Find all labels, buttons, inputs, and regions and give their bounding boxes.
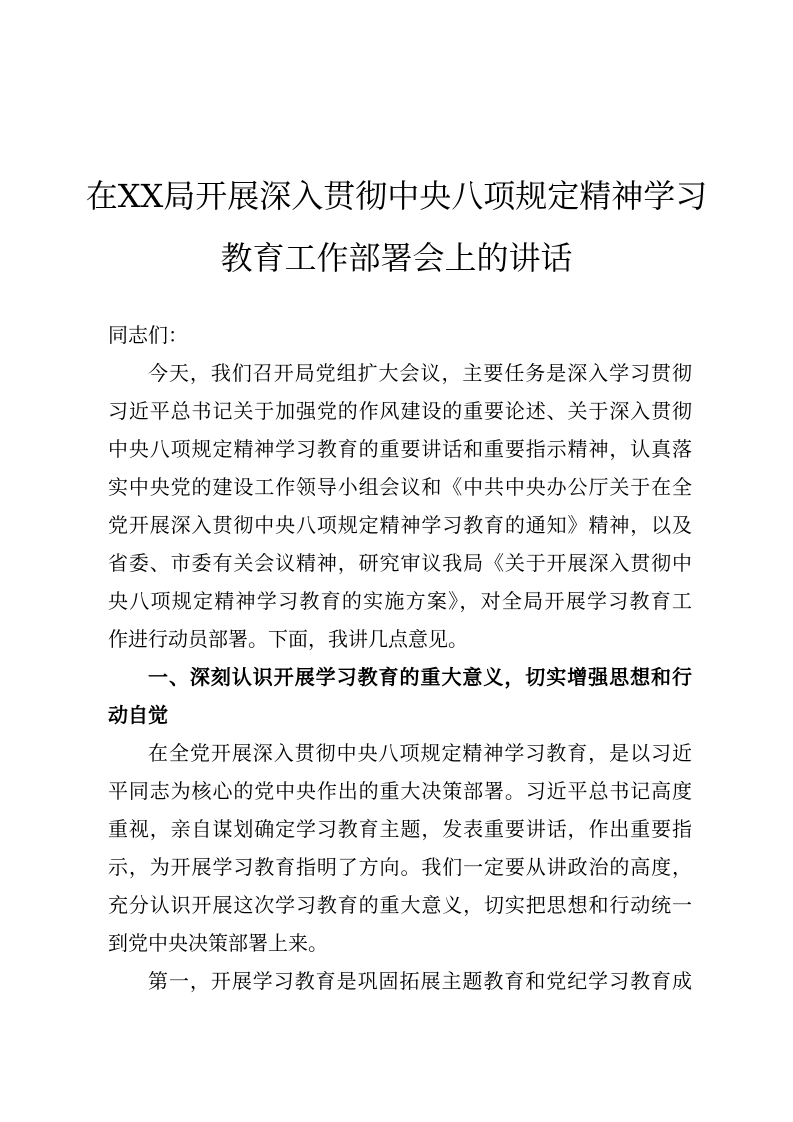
paragraph-intro <box>108 354 692 658</box>
section-heading-line: 一、深刻认识开展学习教育的重大意义，切实增强思想和行 <box>148 665 692 689</box>
paragraph-line: 习近平总书记关于加强党的作风建设的重要论述、关于深入贯彻 <box>108 399 692 423</box>
paragraph-line: 作进行动员部署。下面，我讲几点意见。 <box>108 627 468 651</box>
section-heading-1 <box>108 658 692 734</box>
paragraph-line: 实中央党的建设工作领导小组会议和《中共中央办公厅关于在全 <box>108 475 692 499</box>
paragraph-first-point <box>108 962 692 1000</box>
document-title-line-2: 教育工作部署会上的讲话 <box>220 239 573 277</box>
paragraph-line: 在全党开展深入贯彻中央八项规定精神学习教育，是以习近 <box>148 741 692 765</box>
document-title-line-1: 在XX局开展深入贯彻中央八项规定精神学习 <box>85 177 708 215</box>
paragraph-line: 党开展深入贯彻中央八项规定精神学习教育的通知》精神，以及 <box>108 513 692 537</box>
section-heading-line: 动自觉 <box>108 703 168 727</box>
paragraph-line: 央八项规定精神学习教育的实施方案》，对全局开展学习教育工 <box>108 589 692 613</box>
paragraph-significance <box>108 734 692 962</box>
paragraph-line: 平同志为核心的党中央作出的重大决策部署。习近平总书记高度 <box>108 779 692 803</box>
salutation: 同志们： <box>108 323 188 347</box>
paragraph-line: 到党中央决策部署上来。 <box>108 931 328 955</box>
paragraph-line: 省委、市委有关会议精神，研究审议我局《关于开展深入贯彻中 <box>108 551 692 575</box>
document-body <box>108 316 692 1000</box>
paragraph-line: 今天，我们召开局党组扩大会议，主要任务是深入学习贯彻 <box>148 361 692 385</box>
paragraph-line: 示，为开展学习教育指明了方向。我们一定要从讲政治的高度， <box>108 855 692 879</box>
paragraph-line: 第一，开展学习教育是巩固拓展主题教育和党纪学习教育成 <box>148 969 692 993</box>
paragraph-line: 充分认识开展这次学习教育的重大意义，切实把思想和行动统一 <box>108 893 692 917</box>
paragraph-line: 重视，亲自谋划确定学习教育主题，发表重要讲话，作出重要指 <box>108 817 692 841</box>
paragraph-line: 中央八项规定精神学习教育的重要讲话和重要指示精神，认真落 <box>108 437 692 461</box>
